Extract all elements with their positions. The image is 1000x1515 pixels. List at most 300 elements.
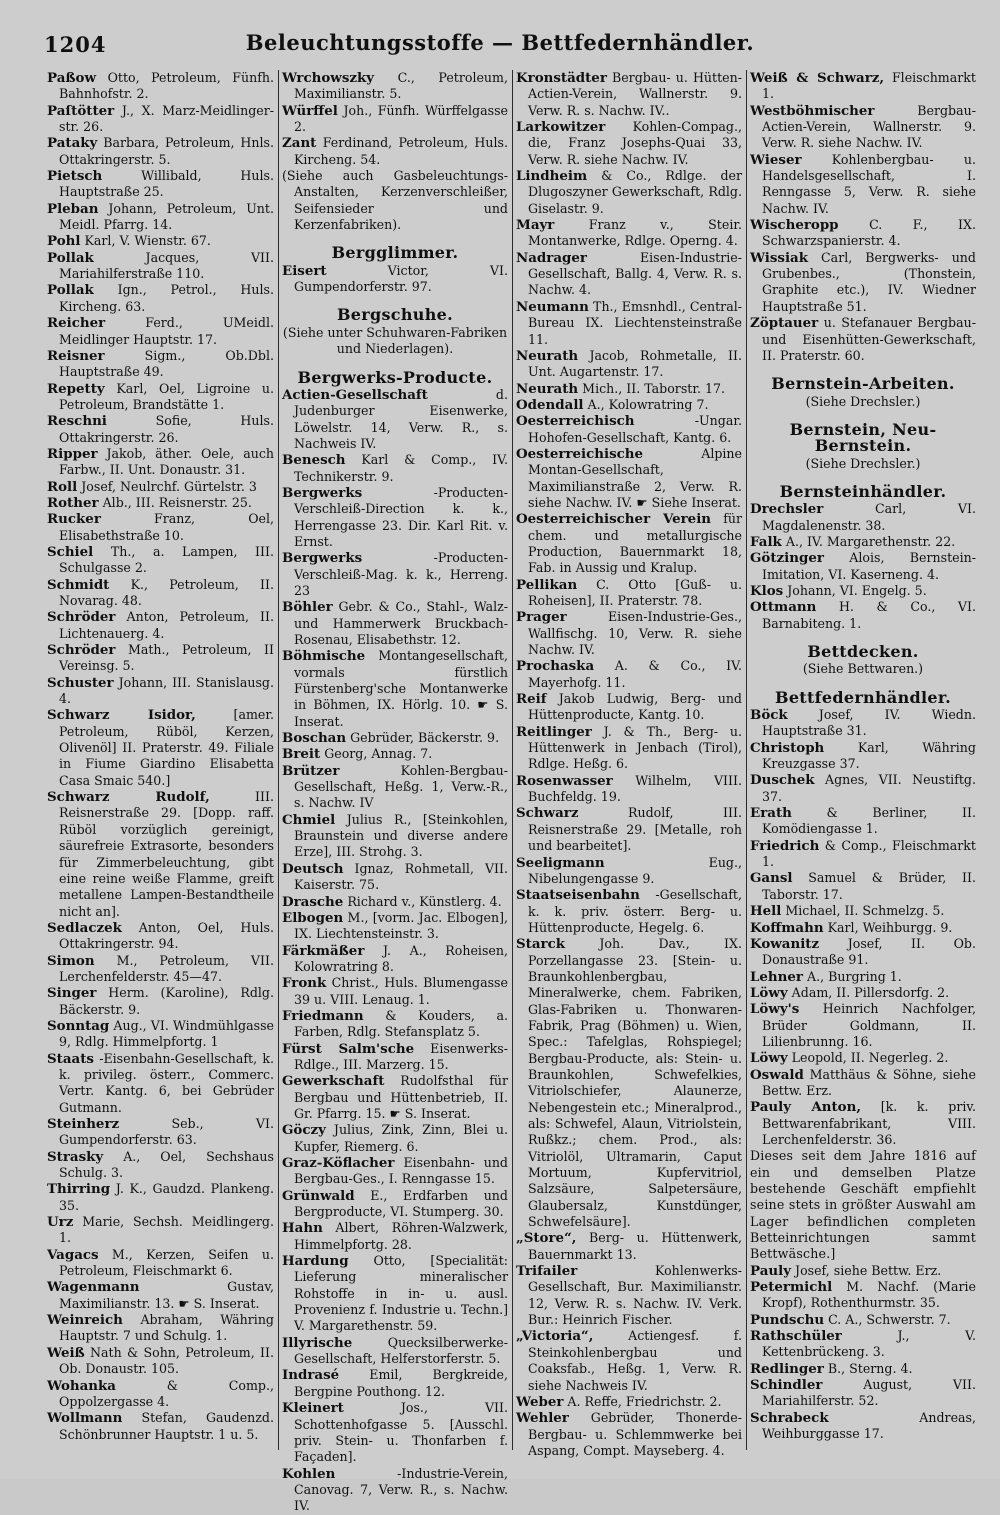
- section-heading: Bettfedernhändler.: [775, 687, 951, 707]
- entry-name: Benesch: [282, 452, 346, 469]
- entry-name: Schmidt: [47, 576, 110, 593]
- entry-details: Julius R., [Steinkohlen, Braunstein und diverse andere Erze], III. Strohg. 3.: [294, 811, 508, 860]
- entry-details: Ignaz, Rohmetall, VII. Kaiserstr. 75.: [294, 860, 508, 893]
- entry-details: Gebr. & Co., Stahl-, Walz- und Hammerwerk Bruckbach-Rosenau, Elisabethstr. 12.: [294, 599, 508, 647]
- entry-details: Carl, VI. Magdalenenstr. 38.: [762, 501, 976, 533]
- entry-name: Indrasé: [282, 1367, 340, 1384]
- directory-entry: [282, 975, 508, 1008]
- entry-name: Hardung: [282, 1253, 349, 1270]
- entry-details: Karl, Weihburgg. 9.: [827, 919, 953, 935]
- entry-details: & Kouders, a. Farben, Rdlg. Stefansplatz 5.: [294, 1007, 508, 1040]
- entry-details: Quecksilberwerke-Gesellschaft, Helferstorferstr. 5.: [294, 1334, 508, 1367]
- entry-name: Bergwerks: [282, 550, 363, 567]
- directory-entry: [516, 119, 742, 168]
- entry-name: Paſtötter: [47, 102, 115, 119]
- directory-entry: [750, 1312, 976, 1328]
- cross-reference: (Siehe Drechsler.): [805, 393, 921, 409]
- entry-details: Mich., II. Taborstr. 17.: [582, 380, 726, 396]
- entry-name: Rathschüler: [750, 1328, 842, 1345]
- directory-entry: [282, 1466, 508, 1515]
- entry-details: Rudolfsthal für Bergbau und Hüttenbetrieb, II. Gr. Pfarrg. 15. ☛ S. Inserat.: [294, 1073, 508, 1121]
- entry-details: & Comp., Fleischmarkt 1.: [762, 837, 976, 870]
- entry-details: A., Burgring 1.: [807, 968, 902, 984]
- entry-name: Schwarz Isidor,: [47, 707, 196, 724]
- directory-entry: [282, 1367, 508, 1400]
- directory-entry: [516, 446, 742, 511]
- directory-entry: [47, 1116, 274, 1149]
- directory-entry: [750, 1099, 976, 1148]
- entry-name: Kowanitz: [750, 935, 820, 952]
- directory-entry: [282, 1400, 508, 1465]
- directory-entry: [47, 920, 274, 953]
- directory-entry: [750, 70, 976, 103]
- entry-name: Oswald: [750, 1066, 804, 1083]
- entry-name: Weiß & Schwarz,: [750, 70, 885, 86]
- entry-name: Löwy: [750, 1050, 788, 1067]
- entry-details: Eisen-Industrie-Ges., Wallfischg. 10, Verw. R. siehe Nachw. IV.: [528, 609, 742, 658]
- directory-entry: [47, 1312, 274, 1345]
- entry-name: Larkowitzer: [516, 119, 606, 136]
- entry-details: Victor, VI. Gumpendorferstr. 97.: [294, 262, 508, 295]
- entry-details: Barbara, Petroleum, Hnls. Ottakringerstr. 5.: [59, 135, 274, 167]
- directory-entry: [516, 381, 742, 397]
- entry-name: Löwy's: [750, 1001, 800, 1018]
- directory-entry: [47, 70, 274, 103]
- directory-entry: [47, 1378, 274, 1411]
- entry-name: Rucker: [47, 511, 101, 528]
- entry-name: Redlinger: [750, 1360, 824, 1377]
- entry-details: Matthäus & Söhne, siehe Bettw. Erz.: [762, 1066, 976, 1098]
- entry-details: Rudolf, III. Reisnerstraße 29. [Metalle, roh und bearbeitet].: [528, 805, 742, 854]
- entry-details: Stefan, Gaudenzd. Schönbrunner Hauptstr. 1 u. 5.: [59, 1410, 274, 1442]
- directory-entry: [750, 1328, 976, 1361]
- directory-entry: [47, 201, 274, 234]
- entry-name: Eisert: [282, 262, 327, 279]
- directory-entry: [282, 452, 508, 485]
- entry-details: Heinrich Nachfolger, Brüder Goldmann, II. Lilienbrunng. 16.: [762, 1001, 976, 1049]
- directory-entry: [516, 1328, 742, 1393]
- entry-name: Reisner: [47, 347, 105, 364]
- column-1: [44, 70, 278, 1450]
- entry-name: Graz-Köflacher: [282, 1155, 395, 1171]
- entry-details: K., Petroleum, II. Novarag. 48.: [59, 576, 274, 608]
- entry-name: Odendall: [516, 396, 584, 413]
- directory-entry: [47, 1410, 274, 1443]
- entry-details: Kohlenwerks-Gesellschaft, Bur. Maximilianstr. 12, Verw. R. s. Nachw. IV. Verk. Bur.: Heinrich Fischer.: [528, 1263, 742, 1328]
- entry-details: J., X. Marz-Meidlinger-str. 26.: [59, 102, 274, 135]
- column-4: [746, 70, 980, 1450]
- entry-name: Lindheim: [516, 168, 588, 185]
- entry-details: Karl, Währing Kreuzgasse 37.: [762, 739, 976, 772]
- entry-name: Wollmann: [47, 1410, 123, 1427]
- entry-name: Pleban: [47, 200, 99, 217]
- entry-name: Löwy: [750, 984, 788, 1001]
- directory-entry: [282, 894, 508, 910]
- section-heading: Bergglimmer.: [331, 243, 459, 263]
- cross-reference: (Siehe Bettwaren.): [802, 661, 924, 677]
- directory-entry: [516, 217, 742, 250]
- entry-details: Johann, VI. Engelg. 5.: [787, 582, 927, 598]
- entry-name: Koffmahn: [750, 919, 824, 936]
- entry-name: Sonntag: [47, 1017, 110, 1034]
- entry-name: Pohl: [47, 233, 81, 250]
- entry-name: Neurath: [516, 380, 579, 397]
- directory-entry: [516, 805, 742, 854]
- entry-name: Strasky: [47, 1148, 104, 1165]
- directory-entry: [282, 943, 508, 976]
- entry-name: „Store“,: [516, 1230, 577, 1247]
- directory-entry: [47, 446, 274, 479]
- directory-entry: [750, 250, 976, 315]
- entry-name: Ottmann: [750, 599, 817, 616]
- entry-details: & Comp., Oppolzergasse 4.: [59, 1377, 274, 1409]
- directory-entry: [750, 583, 976, 599]
- entry-details: Montangesellschaft, vormals fürstlich Fürstenberg'sche Montanwerke in Böhmen, IX. Hörlg. 10. ☛ S. Inserat.: [294, 648, 508, 729]
- entry-details: Leopold, II. Negerleg. 2.: [791, 1050, 949, 1066]
- directory-entry: [516, 773, 742, 806]
- directory-entry: [516, 413, 742, 446]
- entry-name: Seeligmann: [516, 854, 605, 871]
- directory-entry: [282, 910, 508, 943]
- entry-name: Rosenwasser: [516, 772, 613, 789]
- directory-entry: [47, 1149, 274, 1182]
- entry-details: Richard v., Künstlerg. 4.: [347, 893, 502, 909]
- entry-name: Schindler: [750, 1377, 823, 1394]
- directory-entry: [750, 707, 976, 740]
- entry-details: Karl, V. Wienstr. 67.: [84, 233, 211, 249]
- entry-name: Breit: [282, 746, 321, 763]
- directory-entry: [47, 479, 274, 495]
- entry-details: Michael, II. Schmelzg. 5.: [785, 903, 945, 919]
- directory-entry: [750, 870, 976, 903]
- directory-entry: [47, 282, 274, 315]
- entry-details: Franz, Oel, Elisabethstraße 10.: [59, 511, 274, 543]
- entry-name: Pollak: [47, 249, 94, 266]
- entry-name: Petermichl: [750, 1279, 833, 1296]
- entry-details: Gebrüder, Thonerde-Bergbau- u. Schlemmwerke bei Aspang, Compt. Mayseberg. 4.: [528, 1410, 742, 1458]
- directory-entry: [750, 550, 976, 583]
- entry-name: Pellikan: [516, 576, 578, 593]
- entry-details: Karl & Comp., IV. Technikerstr. 9.: [294, 452, 508, 484]
- directory-entry: [516, 855, 742, 888]
- entry-details: August, VII. Mariahilferstr. 52.: [762, 1377, 976, 1409]
- entry-details: H. & Co., VI. Barnabiteng. 1.: [762, 599, 976, 631]
- entry-name: Falk: [750, 533, 782, 550]
- entry-details: Alois, Bernstein-Imitation, VI. Kaserneng. 4.: [762, 550, 976, 582]
- entry-details: -Producten-Verschleiß-Mag. k. k., Herreng. 23: [294, 550, 508, 598]
- entry-name: Böhler: [282, 599, 333, 616]
- entry-details: Bergbau- u. Hütten-Actien-Verein, Wallnerstr. 9. Verw. R. s. Nachw. IV..: [528, 70, 742, 118]
- note-text: (Siehe auch Gasbeleuchtungs-Anstalten, Kerzenverschleißer, Seifensieder und Kerzenfabriken).: [282, 168, 508, 233]
- entry-details: -Eisenbahn-Gesellschaft, k. k. privileg. österr., Commerc. Vertr. Kantg. 6, bei Gebrüder Gutmann.: [59, 1050, 274, 1115]
- entry-details: Ign., Petrol., Huls. Kircheng. 63.: [59, 282, 274, 314]
- entry-details: Josef, siehe Bettw. Erz.: [795, 1262, 942, 1278]
- entry-details: A. Reffe, Friedrichstr. 2.: [567, 1393, 722, 1409]
- entry-name: Wischeropp: [750, 217, 839, 234]
- page-header: [0, 28, 1000, 62]
- entry-details: J., V. Kettenbrückeng. 3.: [762, 1328, 976, 1360]
- entry-name: Nadrager: [516, 249, 587, 266]
- entry-name: Weber: [516, 1393, 564, 1410]
- directory-entry: [47, 135, 274, 168]
- directory-entry: [47, 103, 274, 136]
- entry-details: Ferdinand, Petroleum, Huls. Kircheng. 54.: [294, 135, 508, 167]
- directory-entry: [47, 609, 274, 642]
- entry-name: Christoph: [750, 739, 825, 756]
- entry-details: Alb., III. Reisnerstr. 25.: [102, 494, 252, 510]
- entry-details: Adam, II. Pillersdorfg. 2.: [791, 984, 950, 1000]
- directory-entry: [282, 485, 508, 550]
- directory-entry: [750, 501, 976, 534]
- entry-name: Böck: [750, 707, 788, 724]
- entry-details: Eug., Nibelungengasse 9.: [528, 854, 742, 886]
- entry-details: Jos., VII. Schottenhofgasse 5. [Ausschl. priv. Stein- u. Thonfarben f. Façaden].: [294, 1400, 508, 1465]
- entry-name: Prochaska: [516, 658, 595, 675]
- directory-entry: [750, 772, 976, 805]
- entry-details: Sigm., Ob.Dbl. Hauptstraße 49.: [59, 347, 274, 380]
- entry-name: Staatseisenbahn: [516, 887, 640, 904]
- entry-details: Franz v., Steir. Montanwerke, Rdlge. Operng. 4.: [528, 217, 742, 249]
- directory-entry: [47, 707, 274, 789]
- directory-entry: [282, 1220, 508, 1253]
- entry-name: Grünwald: [282, 1187, 355, 1204]
- directory-entry: [516, 397, 742, 413]
- directory-entry: [750, 969, 976, 985]
- directory-entry: [516, 887, 742, 936]
- directory-entry: [750, 1067, 976, 1100]
- entry-details: Alpine Montan-Gesellschaft, Maximilianstraße 2, Verw. R. siehe Nachw. IV. ☛ Siehe Inserat.: [528, 445, 742, 510]
- entry-details: J. A., Roheisen, Kolowratring 8.: [294, 942, 508, 974]
- entry-details: Karl, Oel, Ligroine u. Petroleum, Brandstätte 1.: [59, 380, 274, 412]
- directory-entry: [282, 550, 508, 599]
- entry-details: Georg, Annag. 7.: [324, 746, 433, 762]
- entry-name: Duschek: [750, 772, 815, 789]
- directory-entry: [750, 740, 976, 773]
- directory-entry: [282, 263, 508, 296]
- entry-name: Thirring: [47, 1181, 111, 1198]
- directory-entry: [516, 168, 742, 217]
- entry-details: Josef, II. Ob. Donaustraße 91.: [762, 935, 976, 968]
- entry-name: Kronstädter: [516, 70, 607, 86]
- entry-details: B., Sterng. 4.: [827, 1360, 913, 1376]
- entry-details: M., [vorm. Jac. Elbogen], IX. Liechtensteinstr. 3.: [294, 909, 508, 942]
- directory-entry: [750, 805, 976, 838]
- section-heading: Bernsteinhändler.: [779, 481, 947, 501]
- entry-details: Josef, IV. Wiedn. Hauptstraße 31.: [762, 707, 976, 739]
- entry-name: Sedlaczek: [47, 919, 122, 936]
- entry-name: Kohlen: [282, 1465, 336, 1482]
- entry-name: Roll: [47, 478, 78, 495]
- page-title: Beleuchtungsstoffe — Bettfedernhändler.: [245, 30, 755, 55]
- directory-entry: [282, 812, 508, 861]
- entry-details: Anton, Petroleum, II. Lichtenauerg. 4.: [59, 609, 274, 641]
- entry-name: Elbogen: [282, 909, 344, 926]
- entry-details: Actiengesf. f. Steinkohlenbergbau und Coaksfab., Heßg. 1, Verw. R. siehe Nachweis IV.: [528, 1328, 742, 1393]
- entry-details: Julius, Zink, Zinn, Blei u. Kupfer, Riemerg. 6.: [294, 1122, 508, 1154]
- entry-name: Würffel: [282, 102, 338, 119]
- entry-details: Kohlen-Bergbau-Gesellschaft, Heßg. 1, Verw.-R., s. Nachw. IV: [294, 762, 508, 811]
- directory-entry: [282, 103, 508, 136]
- entry-name: Lehner: [750, 968, 803, 985]
- directory-entry: [282, 1073, 508, 1122]
- page-number: 1204: [44, 32, 107, 57]
- entry-name: Erath: [750, 805, 792, 822]
- entry-name: Drasche: [282, 893, 344, 910]
- entry-name: Pietsch: [47, 168, 103, 185]
- entry-name: Mayr: [516, 217, 555, 234]
- entry-name: Friedrich: [750, 837, 820, 854]
- entry-details: Sofie, Huls. Ottakringerstr. 26.: [59, 413, 274, 445]
- directory-entry: [282, 1008, 508, 1041]
- directory-entry: [47, 642, 274, 675]
- directory-entry: [282, 135, 508, 168]
- entry-details: Abraham, Währing Hauptstr. 7 und Schulg. 1.: [59, 1312, 274, 1344]
- entry-name: Neumann: [516, 298, 589, 315]
- entry-name: Deutsch: [282, 860, 344, 877]
- entry-details: Otto, [Specialität: Lieferung mineralischer Rohstoffe in in- u. ausl. Provenienz f. Industrie u. Techn.] V. Margarethenstr. 59.: [294, 1253, 508, 1334]
- directory-entry: [750, 838, 976, 871]
- entry-details: M. Nachf. (Marie Kropf), Rothenthurmstr. 35.: [762, 1279, 976, 1311]
- entry-name: Fürst Salm'sche: [282, 1040, 415, 1057]
- directory-entry: [47, 577, 274, 610]
- entry-name: Staats: [47, 1050, 94, 1067]
- entry-name: Prager: [516, 609, 567, 626]
- directory-entry: [516, 70, 742, 119]
- entry-name: Weiß: [47, 1344, 85, 1361]
- entry-details: Gebrüder, Bäckerstr. 9.: [350, 730, 500, 746]
- entry-details: C. Otto [Guß- u. Roheisen], II. Praterstr. 78.: [528, 576, 742, 608]
- entry-name: Klos: [750, 582, 784, 599]
- entry-details: Anton, Oel, Huls. Ottakringerstr. 94.: [59, 919, 274, 952]
- entry-details: Christ., Huls. Blumengasse 39 u. VIII. Lenaug. 1.: [294, 975, 508, 1007]
- entry-details: -Producten-Verschleiß-Direction k. k., Herrengasse 23. Dir. Karl Rit. v. Ernst.: [294, 484, 508, 549]
- entry-details: Jakob Ludwig, Berg- und Hüttenproducte, Kantg. 10.: [528, 691, 742, 723]
- directory-entry: [47, 1018, 274, 1051]
- entry-details: Eisenbahn- und Bergbau-Ges., I. Renngasse 15.: [294, 1155, 508, 1187]
- directory-entry: [47, 789, 274, 920]
- directory-entry: [750, 903, 976, 919]
- directory-entry: [516, 691, 742, 724]
- directory-entry: [750, 1263, 976, 1279]
- directory-entry: [47, 348, 274, 381]
- entry-details: Jacob, Rohmetalle, II. Unt. Augartenstr. 17.: [528, 347, 742, 380]
- entry-name: „Victoria“,: [516, 1328, 594, 1345]
- entry-details: Eisen-Industrie-Gesellschaft, Ballg. 4, Verw. R. s. Nachw. 4.: [528, 249, 742, 298]
- directory-entry: [516, 1263, 742, 1328]
- entry-name: Steinherz: [47, 1116, 120, 1132]
- directory-entry: [47, 315, 274, 348]
- directory-entry: [282, 1155, 508, 1188]
- entry-details: -Industrie-Verein, Canovag. 7, Verw. R., s. Nachw. IV.: [294, 1465, 508, 1514]
- directory-entry: [750, 103, 976, 152]
- directory-entry: [282, 387, 508, 452]
- section-heading: Bernstein, Neu-Bernstein.: [789, 419, 937, 456]
- directory-entry: [516, 1230, 742, 1263]
- cross-reference: (Siehe Drechsler.): [805, 455, 921, 471]
- directory-entry: [282, 1188, 508, 1221]
- entry-name: Schiel: [47, 543, 94, 560]
- entry-details: Bergbau-Actien-Verein, Wallnerstr. 9. Verw. R. siehe Nachw. IV.: [762, 102, 976, 151]
- entry-name: Pollak: [47, 282, 94, 299]
- directory-entry: [282, 1335, 508, 1368]
- entry-name: Pundschu: [750, 1311, 825, 1328]
- directory-entry: [47, 381, 274, 414]
- entry-name: Gewerkschaft: [282, 1073, 385, 1090]
- directory-entry: [516, 511, 742, 576]
- entry-name: Neurath: [516, 347, 579, 364]
- entry-name: Reschni: [47, 413, 107, 430]
- directory-entry: [282, 1122, 508, 1155]
- entry-name: Weinreich: [47, 1312, 123, 1329]
- entry-name: Reicher: [47, 315, 106, 332]
- entry-details: & Berliner, II. Komödiengasse 1.: [762, 805, 976, 837]
- directory-entry: [47, 1345, 274, 1378]
- entry-name: Simon: [47, 952, 95, 969]
- entry-name: Urz: [47, 1214, 74, 1231]
- entry-name: Bergwerks: [282, 484, 363, 501]
- directory-entry: [282, 730, 508, 746]
- entry-details: Herm. (Karoline), Rdlg. Bäckerstr. 9.: [59, 985, 274, 1017]
- entry-details: A., Kolowratring 7.: [587, 396, 709, 412]
- directory-entry: [282, 763, 508, 812]
- entry-name: Chmiel: [282, 811, 336, 828]
- entry-details: Albert, Röhren-Walzwerk, Himmelpfortg. 28.: [294, 1220, 508, 1252]
- directory-entry: [282, 861, 508, 894]
- entry-details: Otto, Petroleum, Fünfh. Bahnhofstr. 2.: [59, 70, 274, 102]
- directory-entry: [47, 1051, 274, 1116]
- entry-name: Götzinger: [750, 550, 824, 567]
- entry-name: Wieser: [750, 151, 802, 168]
- entry-name: Zant: [282, 135, 317, 152]
- entry-details: Berg- u. Hüttenwerk, Bauernmarkt 13.: [528, 1230, 742, 1262]
- entry-name: Repetty: [47, 380, 105, 397]
- entry-details: Aug., VI. Windmühlgasse 9, Rdlg. Himmelpfortg. 1: [59, 1017, 274, 1050]
- entry-details: Marie, Sechsh. Meidlingerg. 1.: [59, 1214, 274, 1246]
- entry-details: Joh. Dav., IX. Porzellangasse 23. [Stein- u. Braunkohlenbergbau, Mineralwerke, chem. Fabriken, Glas-Fabriken u. Thonwaren-Fabrik, Prag (Böhmen) u. Wien, Spec.: Tafelglas, Rohspiegel; Bergbau-Producte, als: Stein- u. Braunkohlen, Schwefelkies, Vitriolschiefer, Alaunerze, Nebengestein etc.; Mineralprod., als: Schwefel, Alaun, Vitriolstein, Rußkz.; chem. Prod., als: Vitriolöl, Ultramarin, Caput Mortuum, Kupfervitriol, Salzsäure, Salpetersäure, Glaubersalz, Kunstdünger, Schwefelsäure].: [528, 936, 742, 1230]
- entry-details: A. & Co., IV. Mayerhofg. 11.: [528, 658, 742, 690]
- entry-name: Fronk: [282, 975, 327, 992]
- directory-entry: [47, 511, 274, 544]
- entry-name: Pauly Anton,: [750, 1099, 861, 1116]
- columns-container: [44, 70, 980, 1514]
- entry-details: Ferd., UMeidl. Meidlinger Hauptstr. 17.: [59, 315, 274, 347]
- entry-name: Wrchowszky: [282, 70, 375, 86]
- directory-entry: [516, 577, 742, 610]
- directory-entry: [750, 599, 976, 632]
- directory-entry: [750, 534, 976, 550]
- directory-entry: [750, 920, 976, 936]
- directory-entry: [47, 250, 274, 283]
- entry-details: Eisenwerks-Rdlge., III. Marzerg. 15.: [294, 1040, 508, 1072]
- directory-entry: [750, 936, 976, 969]
- directory-entry: [282, 648, 508, 730]
- directory-entry: [516, 299, 742, 348]
- entry-details: Emil, Bergkreide, Bergpine Pouthong. 12.: [294, 1367, 508, 1399]
- entry-details: Joh., Fünfh. Würffelgasse 2.: [294, 102, 508, 135]
- entry-details: C. F., IX. Schwarzspanierstr. 4.: [762, 217, 976, 249]
- directory-entry: [282, 599, 508, 648]
- cross-reference: (Siehe unter Schuhwaren-Fabriken und Niederlagen).: [282, 324, 508, 357]
- entry-details: -Gesellschaft, k. k. priv. österr. Berg- u. Hüttenproducte, Hegelg. 6.: [528, 887, 742, 935]
- entry-details: E., Erdfarben und Bergproducte, VI. Stumperg. 30.: [294, 1187, 508, 1220]
- directory-entry: [516, 348, 742, 381]
- entry-details: [amer. Petroleum, Rüböl, Kerzen, Olivenöl] II. Praterstr. 49. Filiale in Fiume Giardino Elisabetta Casa Smaic 540.]: [59, 707, 274, 788]
- entry-details: C., Petroleum, Maximilianstr. 5.: [294, 70, 508, 102]
- entry-details: A., IV. Margarethenstr. 22.: [785, 533, 956, 549]
- directory-entry: [47, 495, 274, 511]
- entry-details: Johann, Petroleum, Unt. Meidl. Pfarrg. 14.: [59, 200, 274, 233]
- entry-name: Oesterreichische: [516, 445, 644, 462]
